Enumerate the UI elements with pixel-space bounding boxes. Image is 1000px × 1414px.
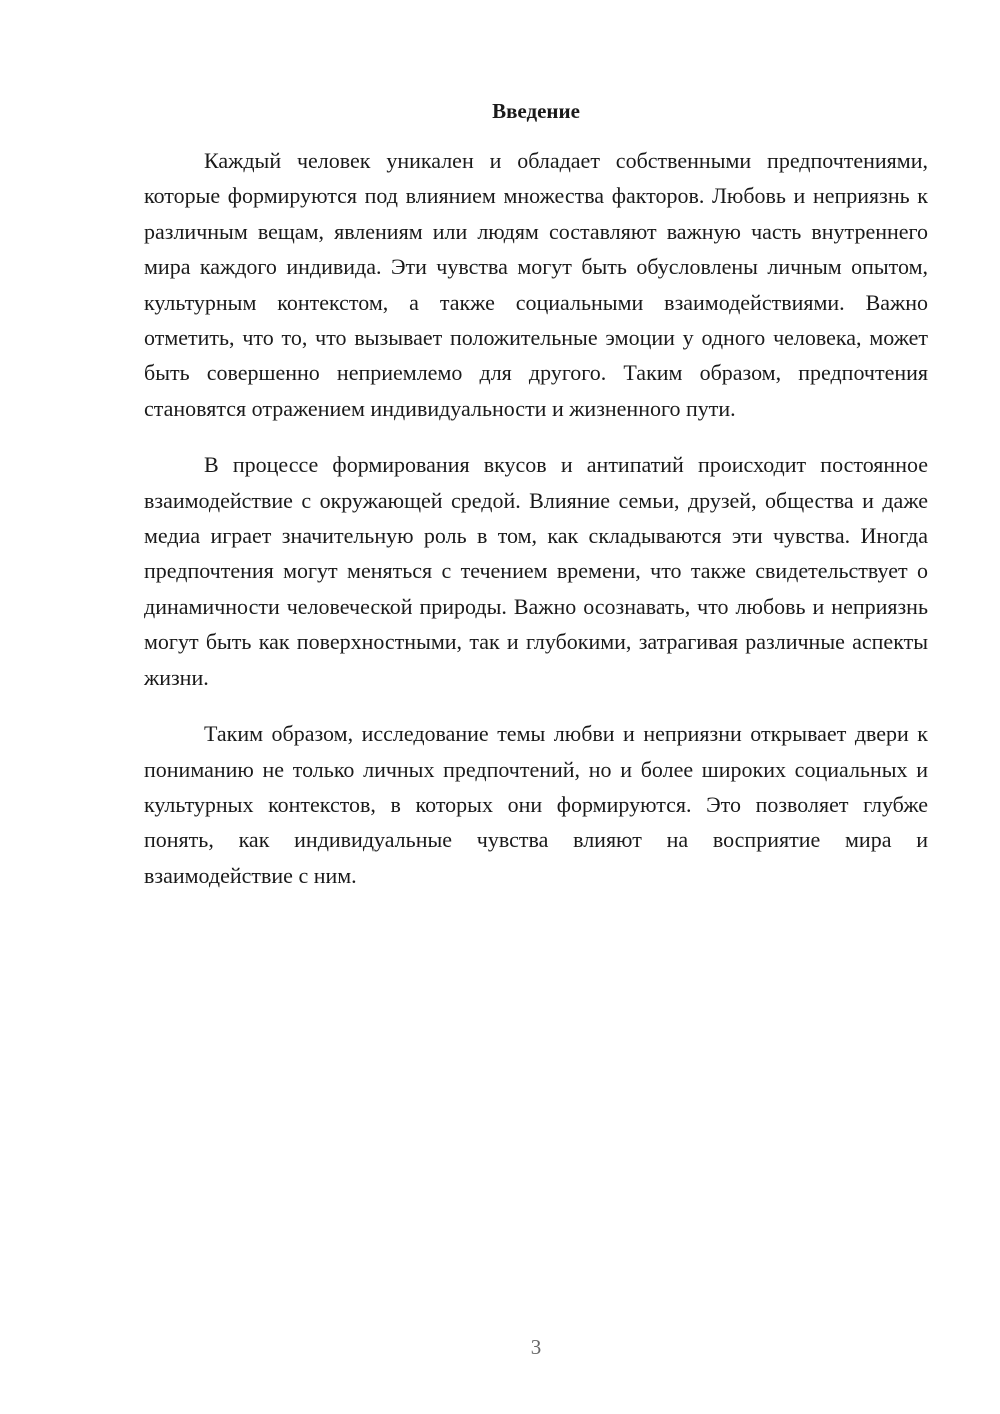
paragraph-2: В процессе формирования вкусов и антипатий происходит постоянное взаимодействие с окружающей средой. Влияние семьи, друзей, общества и даже медиа играет значительную роль в том, как складываются эти чувства. Иногда предпочтения могут меняться с течением времени, что также свидетельствует о динамичности человеческой природы. Важно осознавать, что любовь и неприязнь могут быть как поверхностными, так и глубокими, затрагивая различные аспекты жизни. [144,452,928,690]
body-text [144,143,928,893]
section-title: Введение [492,99,580,123]
page-number: 3 [530,1335,542,1359]
paragraph-1: Каждый человек уникален и обладает собственными предпочтениями, которые формируются под влиянием множества факторов. Любовь и неприязнь к различным вещам, явлениям или людям составляют важную часть внутреннего мира каждого индивида. Эти чувства могут быть обусловлены личным опытом, культурным контекстом, а также социальными взаимодействиями. Важно отметить, что то, что вызывает положительные эмоции у одного человека, может быть совершенно неприемлемо для другого. Таким образом, предпочтения становятся отражением индивидуальности и жизненного пути. [144,148,928,421]
paragraph-3: Таким образом, исследование темы любви и неприязни открывает двери к пониманию не только личных предпочтений, но и более широких социальных и культурных контекстов, в которых они формируются. Это позволяет глубже понять, как индивидуальные чувства влияют на восприятие мира и взаимодействие с ним. [144,721,928,888]
